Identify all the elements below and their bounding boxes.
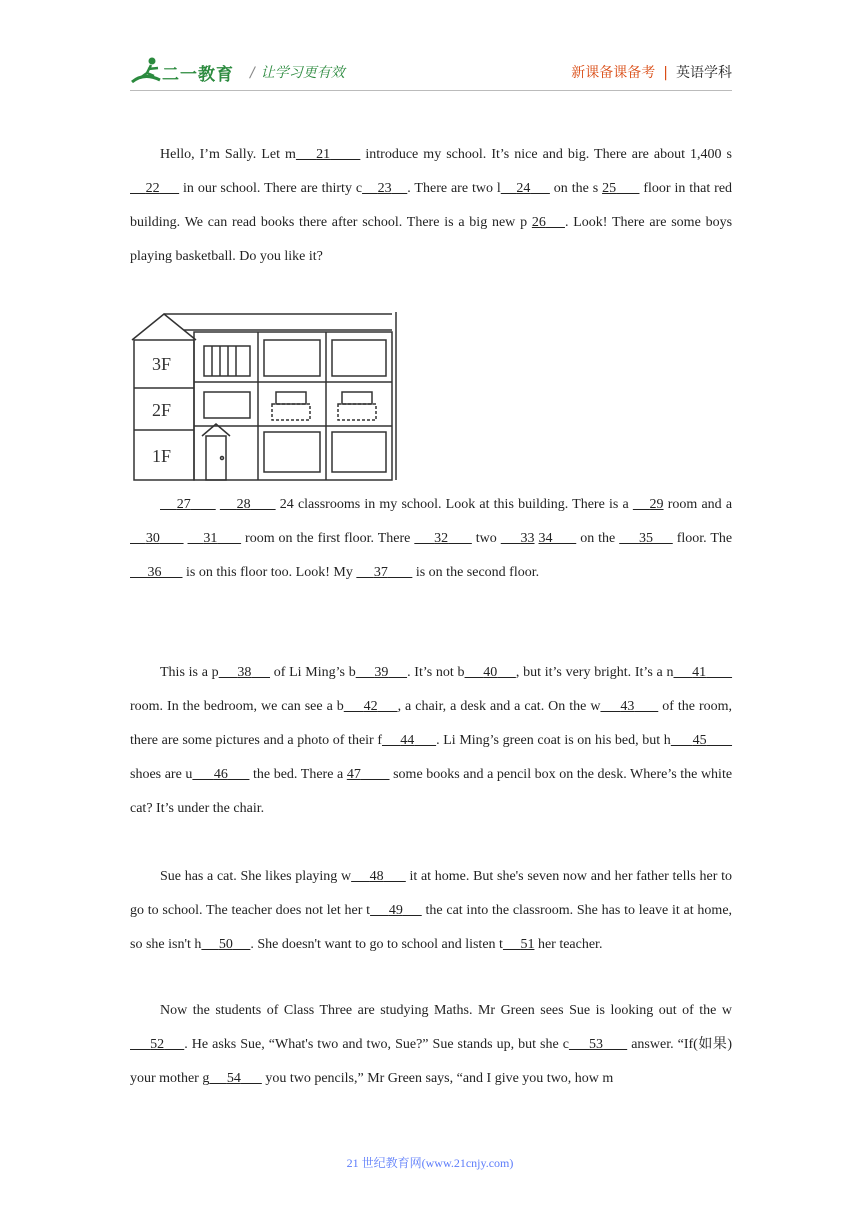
floor-label-3f: 3F — [152, 354, 172, 374]
blank-41[interactable]: 41 — [692, 665, 707, 680]
blank-24[interactable]: 24 — [516, 181, 531, 196]
blank-28[interactable]: 28 — [236, 497, 251, 512]
blank-50[interactable]: 50 — [218, 937, 233, 952]
floor-label-2f: 2F — [152, 400, 172, 420]
blank-53[interactable]: 53 — [589, 1037, 604, 1052]
header-divider — [130, 90, 732, 91]
blank-34[interactable]: 34 — [538, 531, 553, 546]
blank-23[interactable]: 23 — [377, 181, 392, 196]
blank-40[interactable]: 40 — [483, 665, 498, 680]
logo-text: 二一教育 — [162, 65, 234, 85]
blank-25[interactable]: 25 — [602, 181, 617, 196]
blank-31[interactable]: 31 — [203, 531, 218, 546]
blank-33[interactable]: 33 — [520, 531, 535, 546]
page-footer: 21 世纪教育网(www.21cnjy.com) — [346, 1156, 514, 1170]
blank-51[interactable]: 51 — [520, 937, 535, 952]
header-subject: 新课备课备考 | 英语学科 — [571, 65, 732, 81]
passage-2: 27 28 24 classrooms in my school. Look at this building. There is a 29 room and a 30 31 room on the first floor. There 32 two 33 34 on the 35 floor. The 36 is on this floor too. Look! My 37 is on the second floor. — [130, 488, 732, 590]
blank-22[interactable]: 22 — [145, 181, 160, 196]
blank-38[interactable]: 38 — [237, 665, 252, 680]
passage-3: This is a p 38 of Li Ming’s b 39 . It’s not b 40 , but it’s very bright. It’s a n 41 room. In the bedroom, we can see a b 42 , a chair, a desk and a cat. On the w 43 of the room, there are some pictures and a photo of their f 44 . Li Ming’s green coat is on his bed, but h 45 shoes are u 46 the bed. There a 47 some books and a pencil box on the desk. Where’s the white cat? It’s under the chair. — [130, 665, 733, 816]
blank-36[interactable]: 36 — [147, 565, 162, 580]
blank-39[interactable]: 39 — [374, 665, 389, 680]
blank-37[interactable]: 37 — [373, 565, 388, 580]
blank-52[interactable]: 52 — [150, 1037, 165, 1052]
blank-29[interactable]: 29 — [649, 497, 664, 512]
blank-42[interactable]: 42 — [363, 699, 378, 714]
blank-26[interactable]: 26 — [531, 215, 546, 230]
blank-30[interactable]: 30 — [145, 531, 160, 546]
passage-4: Sue has a cat. She likes playing w 48 it at home. But she's seven now and her father tells her to go to school. The teacher does not let her t 49 the cat into the classroom. She has to leave it at home, so she isn't h 50 . She doesn't want to go to school and listen t 51 her teacher. — [130, 869, 733, 952]
blank-43[interactable]: 43 — [620, 699, 635, 714]
blank-48[interactable]: 48 — [369, 869, 384, 884]
passage-1: Hello, I’m Sally. Let m 21 introduce my school. It’s nice and big. There are about 1,400 s 22 in our school. There are thirty c 23 . There are two l 24 on the s 25 floor in that red building. We can read books there after school. There is a big new p 26 . Look! There are some boys playing basketball. Do you like it? — [130, 147, 733, 264]
blank-21[interactable]: 21 — [316, 147, 331, 162]
school-building-illustration — [130, 312, 398, 482]
blank-49[interactable]: 49 — [388, 903, 403, 918]
blank-47[interactable]: 47 — [346, 767, 361, 782]
blank-35[interactable]: 35 — [638, 531, 653, 546]
blank-27[interactable]: 27 — [176, 497, 191, 512]
passage-5: Now the students of Class Three are studying Maths. Mr Green sees Sue is looking out of the w 52 . He asks Sue, “What's two and two, Sue?” Sue stands up, but she c 53 answer. “If(如果) your mother g 54 you two pencils,” Mr Green says, “and I give you two, how m — [130, 1003, 733, 1086]
blank-46[interactable]: 46 — [213, 767, 228, 782]
floor-label-1f: 1F — [152, 446, 172, 466]
blank-45[interactable]: 45 — [692, 733, 707, 748]
slogan: / 让学习更有效 — [250, 65, 345, 81]
blank-54[interactable]: 54 — [226, 1071, 241, 1086]
blank-44[interactable]: 44 — [400, 733, 415, 748]
page-header — [130, 52, 732, 92]
blank-32[interactable]: 32 — [434, 531, 449, 546]
